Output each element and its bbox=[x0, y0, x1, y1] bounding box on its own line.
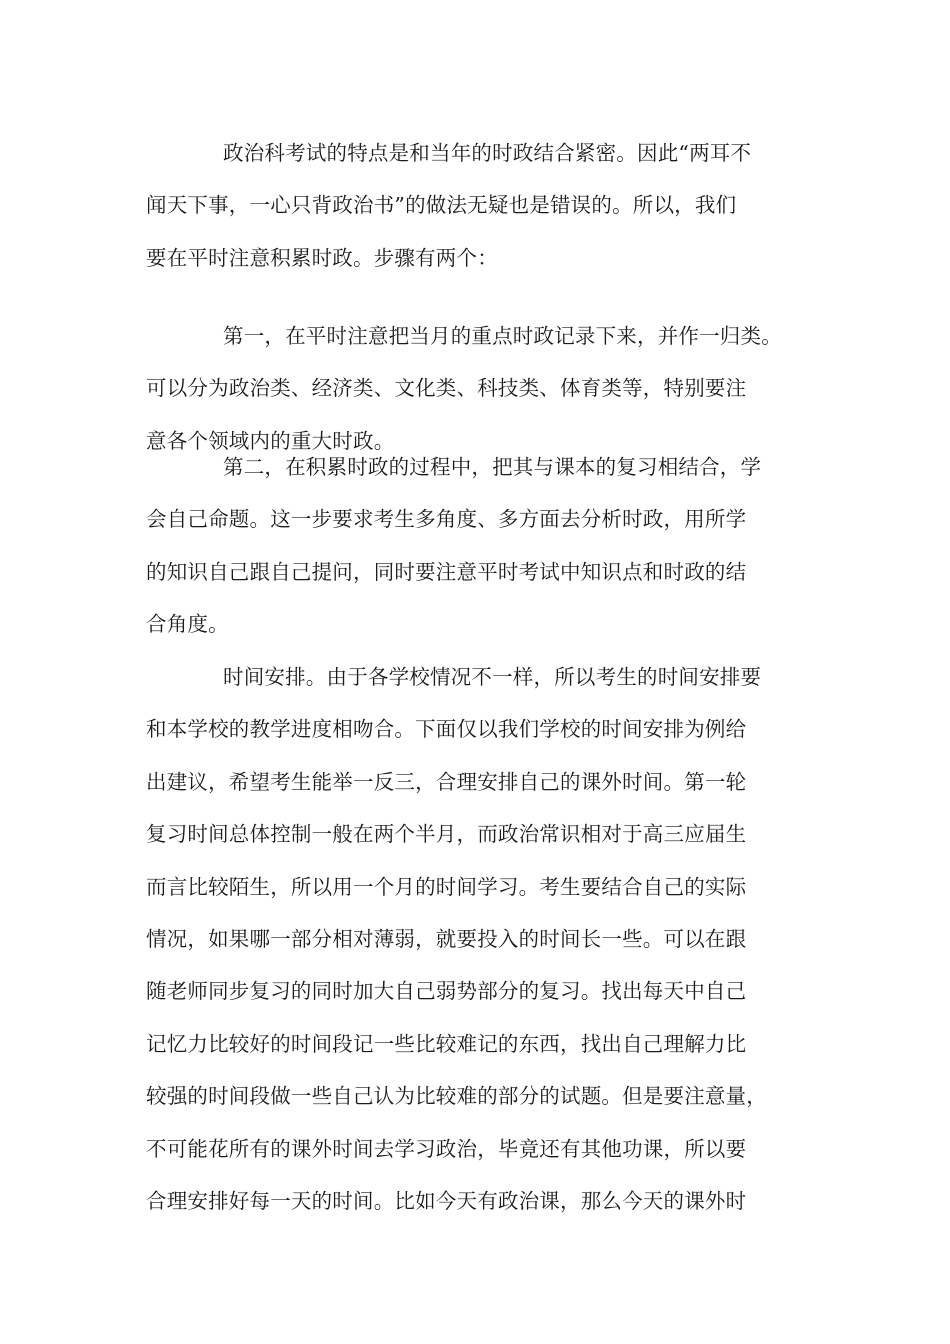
paragraph-line: 复习时间总体控制一般在两个半月，而政治常识相对于高三应届生 bbox=[146, 822, 747, 847]
paragraph-line: 合理安排好每一天的时间。比如今天有政治课，那么今天的课外时 bbox=[146, 1188, 747, 1213]
paragraph-4 bbox=[146, 651, 826, 1227]
paragraph-line: 政治科考试的特点是和当年的时政结合紧密。因此“两耳不 bbox=[223, 141, 752, 165]
paragraph-line: 随老师同步复习的同时加大自己弱势部分的复习。找出每天中自己 bbox=[146, 979, 747, 1004]
paragraph-3 bbox=[146, 441, 826, 651]
paragraph-line: 和本学校的教学进度相吻合。下面仅以我们学校的时间安排为例给 bbox=[146, 717, 747, 742]
paragraph-line: 第二，在积累时政的过程中，把其与课本的复习相结合，学 bbox=[223, 455, 762, 479]
paragraph-line: 情况，如果哪一部分相对薄弱，就要投入的时间长一些。可以在跟 bbox=[146, 926, 747, 951]
paragraph-line: 出建议，希望考生能举一反三，合理安排自己的课外时间。第一轮 bbox=[146, 769, 747, 794]
paragraph-line: 合角度。 bbox=[146, 612, 229, 637]
paragraph-line: 较强的时间段做一些自己认为比较难的部分的试题。但是要注意量， bbox=[146, 1084, 767, 1109]
paragraph-line: 不可能花所有的课外时间去学习政治，毕竟还有其他功课，所以要 bbox=[146, 1136, 747, 1161]
paragraph-line: 可以分为政治类、经济类、文化类、科技类、体育类等，特别要注 bbox=[146, 376, 747, 401]
paragraph-line: 要在平时注意积累时政。步骤有两个： bbox=[146, 245, 498, 270]
paragraph-line: 而言比较陌生，所以用一个月的时间学习。考生要结合自己的实际 bbox=[146, 874, 747, 899]
paragraph-line: 闻天下事，一心只背政治书”的做法无疑也是错误的。所以，我们 bbox=[146, 193, 737, 218]
paragraph-line: 会自己命题。这一步要求考生多角度、多方面去分析时政，用所学 bbox=[146, 507, 747, 532]
paragraph-line: 意各个领域内的重大时政。 bbox=[146, 428, 395, 453]
paragraph-line: 时间安排。由于各学校情况不一样，所以考生的时间安排要 bbox=[223, 665, 762, 689]
paragraph-line: 第一，在平时注意把当月的重点时政记录下来，并作一归类。 bbox=[223, 324, 782, 348]
paragraph-line: 记忆力比较好的时间段记一些比较难记的东西，找出自己理解力比 bbox=[146, 1031, 747, 1056]
paragraph-1 bbox=[146, 127, 826, 284]
paragraph-line: 的知识自己跟自己提问，同时要注意平时考试中知识点和时政的结 bbox=[146, 559, 747, 584]
